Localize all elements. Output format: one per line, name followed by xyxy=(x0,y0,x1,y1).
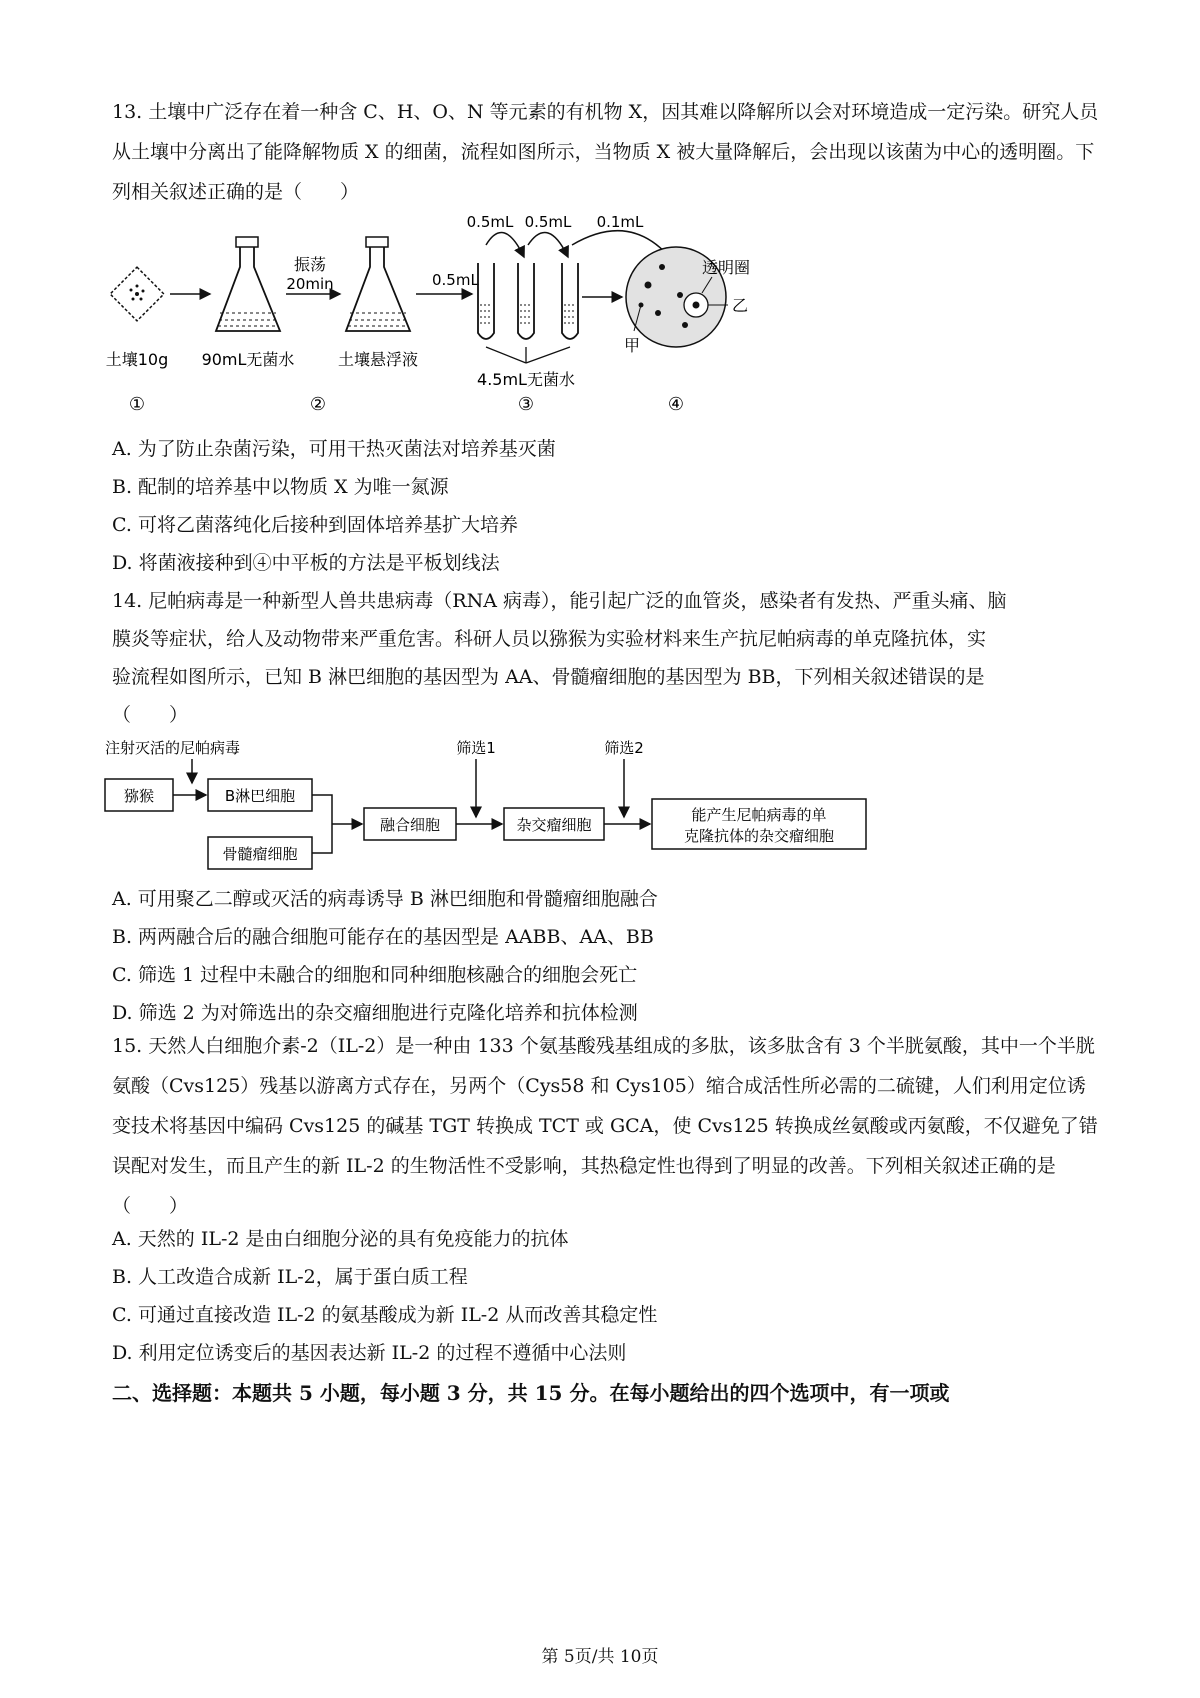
soil-sample-icon xyxy=(110,267,164,321)
section-2-heading: 二、选择题：本题共 5 小题，每小题 3 分，共 15 分。在每小题给出的四个选项中，有一项或 xyxy=(112,1381,950,1405)
q15-option-c: C. 可通过直接改造 IL-2 的氨基酸成为新 IL-2 从而改善其稳定性 xyxy=(112,1304,658,1326)
q14-stem-line-1: 14. 尼帕病毒是一种新型人兽共患病毒（RNA 病毒），能引起广泛的血管炎，感染者有发热、严重头痛、脑 xyxy=(112,590,1007,612)
step-1-label: ① xyxy=(128,394,146,415)
q15-option-b: B. 人工改造合成新 IL-2，属于蛋白质工程 xyxy=(112,1266,468,1288)
q13-stem: 13. 土壤中广泛存在着一种含 C、H、O、N 等元素的有机物 X，因其难以降解所以会对环境造成一定污染。研究人员从土壤中分离出了能降解物质 X 的细菌，流程如图所示，当物质 X 被大量降解后，会出现以该菌为中心的透明圈。下列相关叙述正确的是（ ） xyxy=(112,101,1099,203)
shake-time-label: 20min xyxy=(286,275,334,293)
screen-2-label: 筛选2 xyxy=(604,739,644,757)
q13-option-a: A. 为了防止杂菌污染，可用干热灭菌法对培养基灭菌 xyxy=(112,438,556,460)
final-label-line-2: 克隆抗体的杂交瘤细胞 xyxy=(683,827,835,845)
q14-option-b: B. 两两融合后的融合细胞可能存在的基因型是 AABB、AA、BB xyxy=(112,926,654,948)
q13-option-d: D. 将菌液接种到④中平板的方法是平板划线法 xyxy=(112,552,500,574)
colony-b-label: 乙 xyxy=(732,296,749,315)
q13-option-c: C. 可将乙菌落纯化后接种到固体培养基扩大培养 xyxy=(112,514,518,536)
fused-cell-label: 融合细胞 xyxy=(379,816,441,834)
q14-stem-line-3: 验流程如图所示，已知 B 淋巴细胞的基因型为 AA、骨髓瘤细胞的基因型为 BB，下列相关叙述错误的是 xyxy=(112,666,985,688)
myeloma-label: 骨髓瘤细胞 xyxy=(222,845,298,863)
q14-flowchart xyxy=(100,735,880,875)
hybridoma-label: 杂交瘤细胞 xyxy=(516,816,592,834)
q15-stem: 15. 天然人白细胞介素-2（IL-2）是一种由 133 个氨基酸残基组成的多肽，该多肽含有 3 个半胱氨酸，其中一个半胱氨酸（Cvs125）残基以游离方式存在，另两个（Cys58 和 Cys105）缩合成活性所必需的二硫键，人们利用定位诱变技术将基因中编码 Cvs125 的碱基 TGT 转换成 TCT 或 GCA，使 Cvs125 转换成丝氨酸或丙氨酸，不仅避免了错误配对发生，而且产生的新 IL-2 的生物活性不受影响，其热稳定性也得到了明显的改善。下列相关叙述正确的是（ ） xyxy=(112,1035,1098,1217)
transfer-volume-label: 0.5mL xyxy=(432,271,479,289)
page-footer: 第 5页/共 10页 xyxy=(541,1647,659,1667)
final-label-line-1: 能产生尼帕病毒的单 xyxy=(691,806,827,824)
shake-label: 振荡 xyxy=(293,255,327,274)
colony-a-label: 甲 xyxy=(624,336,641,355)
flask-2-icon xyxy=(346,237,410,331)
q14-stem-line-2: 膜炎等症状，给人及动物带来严重危害。科研人员以猕猴为实验材料来生产抗尼帕病毒的单克隆抗体，实 xyxy=(112,628,987,650)
tube-volume-3: 0.1mL xyxy=(596,213,644,231)
b-cell-label: B淋巴细胞 xyxy=(224,787,296,805)
q15-option-a: A. 天然的 IL-2 是由白细胞分泌的具有免疫能力的抗体 xyxy=(112,1228,569,1250)
q14-stem-line-4: （ ） xyxy=(112,704,189,726)
q13-figure xyxy=(100,205,800,425)
soil-label: 土壤10g xyxy=(105,350,169,369)
q14-option-d: D. 筛选 2 为对筛选出的杂交瘤细胞进行克隆化培养和抗体检测 xyxy=(112,1002,638,1024)
q15-option-d: D. 利用定位诱变后的基因表达新 IL-2 的过程不遵循中心法则 xyxy=(112,1342,627,1364)
tube-volume-1: 0.5mL xyxy=(466,213,514,231)
q14-option-c: C. 筛选 1 过程中未融合的细胞和同种细胞核融合的细胞会死亡 xyxy=(112,964,638,986)
monkey-label: 猕猴 xyxy=(123,787,155,805)
flask-1-icon xyxy=(216,237,280,331)
flask-1-label: 90mL无菌水 xyxy=(201,350,295,369)
inject-label: 注射灭活的尼帕病毒 xyxy=(105,739,241,757)
step-3-label: ③ xyxy=(517,394,535,415)
step-2-label: ② xyxy=(309,394,327,415)
screen-1-label: 筛选1 xyxy=(456,739,496,757)
step-4-label: ④ xyxy=(667,394,685,415)
q13-option-b: B. 配制的培养基中以物质 X 为唯一氮源 xyxy=(112,476,449,498)
halo-label: 透明圈 xyxy=(702,258,751,277)
tube-volume-2: 0.5mL xyxy=(524,213,572,231)
q14-option-a: A. 可用聚乙二醇或灭活的病毒诱导 B 淋巴细胞和骨髓瘤细胞融合 xyxy=(112,888,658,910)
flask-2-label: 土壤悬浮液 xyxy=(337,350,419,369)
tube-water-label: 4.5mL无菌水 xyxy=(477,370,575,389)
